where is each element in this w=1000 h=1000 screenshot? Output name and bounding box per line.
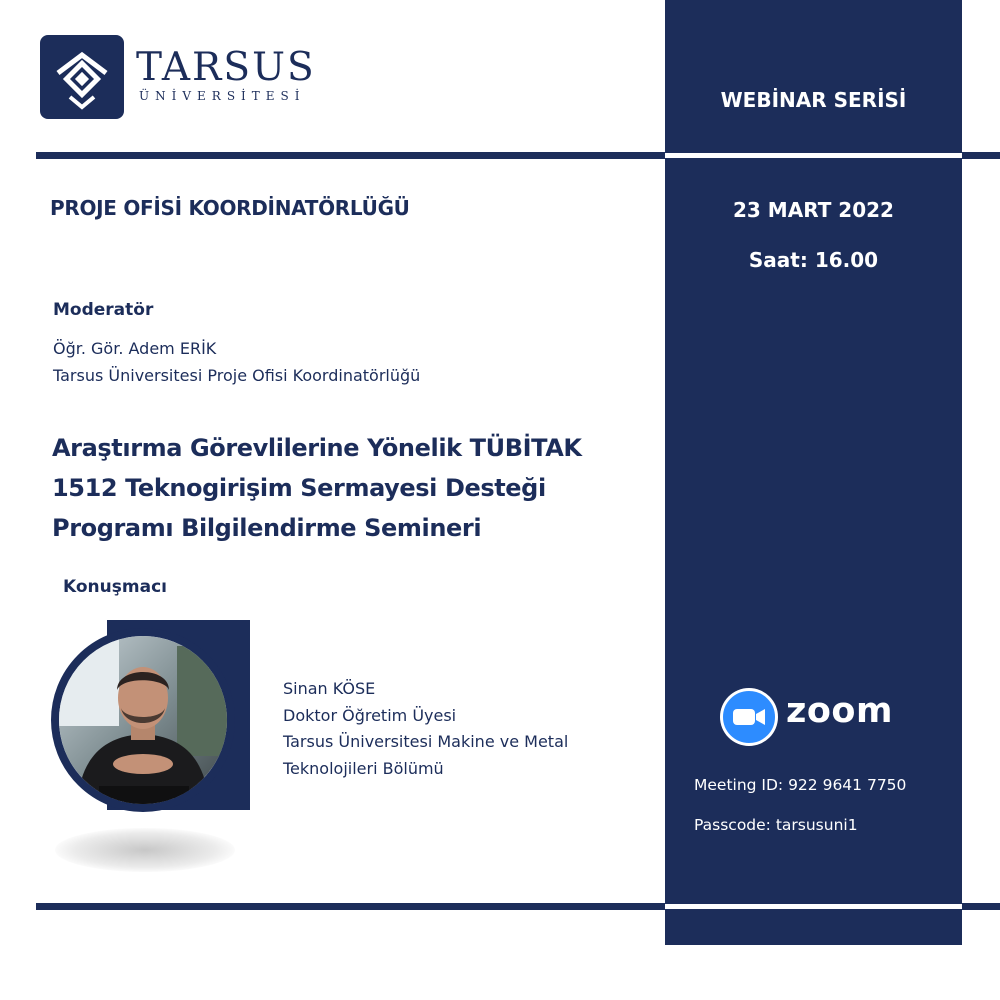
zoom-brand-text: zoom <box>786 691 893 731</box>
moderator-organization: Tarsus Üniversitesi Proje Ofisi Koordinatörlüğü <box>53 366 421 385</box>
meeting-id: Meeting ID: 922 9641 7750 <box>694 776 907 794</box>
seminar-title-line: Araştırma Görevlilerine Yönelik TÜBİTAK <box>52 434 582 462</box>
passcode: Passcode: tarsusuni1 <box>694 816 858 834</box>
speaker-label: Konuşmacı <box>63 577 167 597</box>
seminar-title-line: 1512 Teknogirişim Sermayesi Desteği <box>52 474 546 502</box>
moderator-name: Öğr. Gör. Adem ERİK <box>53 339 217 358</box>
event-time: Saat: 16.00 <box>748 248 879 272</box>
event-date: 23 MART 2022 <box>733 198 894 222</box>
speaker-department: Teknolojileri Bölümü <box>283 758 444 778</box>
bottom-divider-left <box>36 903 665 910</box>
photo-shadow <box>55 828 235 872</box>
right-info-panel <box>665 0 962 945</box>
office-title: PROJE OFİSİ KOORDİNATÖRLÜĞÜ <box>50 196 410 220</box>
top-divider-panel <box>665 153 962 158</box>
top-divider-left <box>36 152 665 159</box>
logo-subtitle: ÜNİVERSİTESİ <box>139 89 306 103</box>
speaker-department: Tarsus Üniversitesi Makine ve Metal <box>283 732 569 751</box>
bottom-divider-right <box>962 903 1000 910</box>
seminar-title-line: Programı Bilgilendirme Semineri <box>52 514 482 542</box>
moderator-label: Moderatör <box>53 300 154 320</box>
speaker-photo <box>51 628 235 812</box>
zoom-camera-icon <box>720 688 778 746</box>
seminar-title <box>52 428 652 548</box>
university-logo-icon <box>40 35 124 119</box>
speaker-title: Doktor Öğretim Üyesi <box>283 705 457 725</box>
webinar-series-label: WEBİNAR SERİSİ <box>720 88 907 112</box>
speaker-name: Sinan KÖSE <box>283 679 376 698</box>
speaker-info <box>283 676 568 782</box>
top-divider-right <box>962 152 1000 159</box>
logo-name: TARSUS <box>136 45 316 90</box>
bottom-divider-panel <box>665 904 962 909</box>
